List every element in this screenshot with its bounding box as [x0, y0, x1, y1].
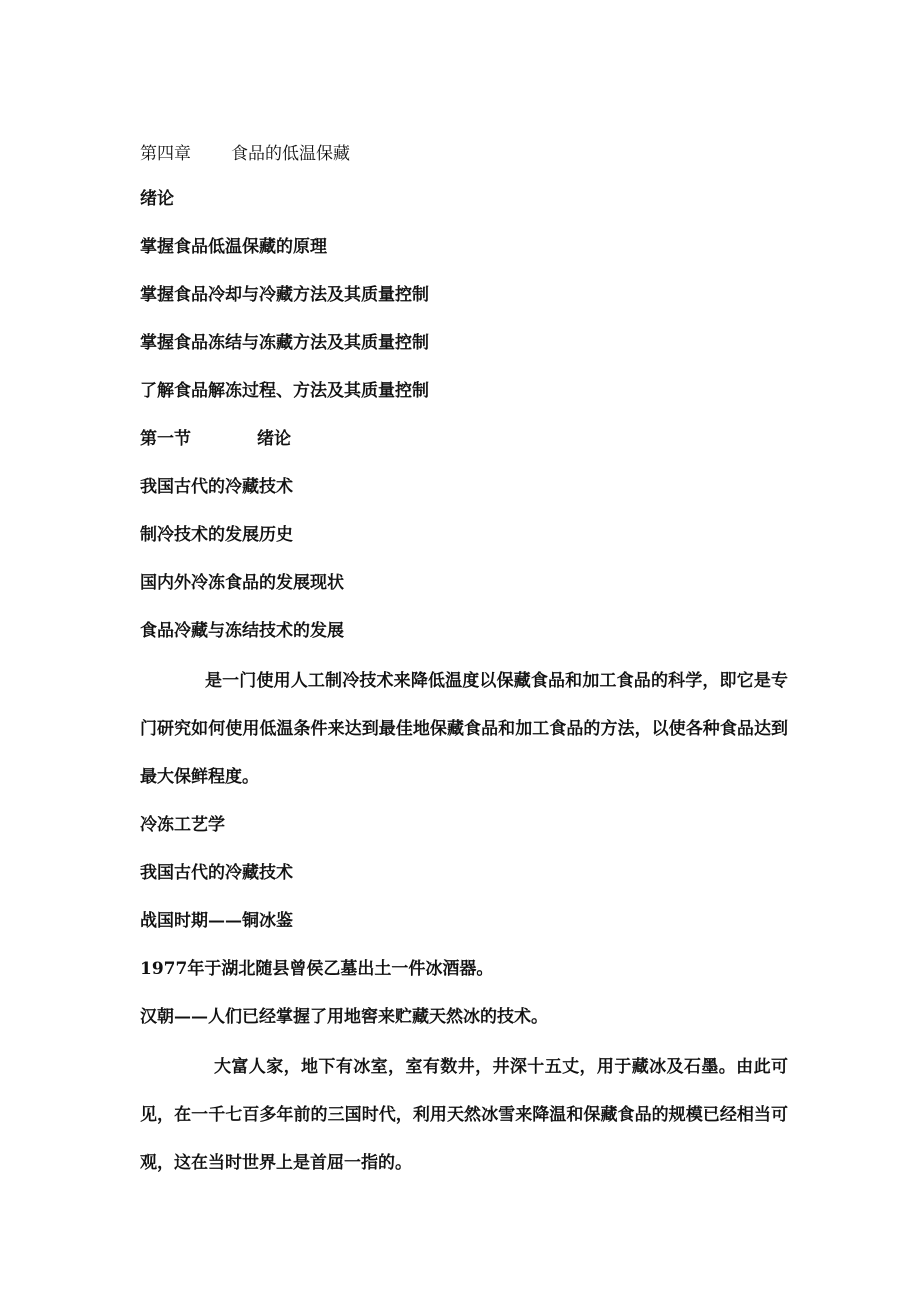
- history-paragraph: 大富人家，地下有冰室，室有数井，井深十五丈，用于藏冰及石墨。由此可见，在一千七百多年前的三国时代，利用天然冰雪来降温和保藏食品的规模已经相当可观，这在当时世界上是首屈一指的。: [140, 1057, 788, 1173]
- section-topic: 国内外冷冻食品的发展现状: [140, 573, 344, 593]
- objectives-heading: 绪论: [140, 189, 174, 209]
- chapter-title: 食品的低温保藏: [231, 144, 350, 164]
- history-line: 汉朝——人们已经掌握了用地窖来贮藏天然冰的技术。: [140, 1007, 548, 1027]
- definition-paragraph: 是一门使用人工制冷技术来降低温度以保藏食品和加工食品的科学，即它是专门研究如何使用低温条件来达到最佳地保藏食品和加工食品的方法，以使各种食品达到最大保鲜程度。: [140, 671, 788, 787]
- objective-item: 掌握食品冷却与冷藏方法及其质量控制: [140, 285, 429, 305]
- objective-item: 掌握食品低温保藏的原理: [140, 237, 327, 257]
- objective-item: 掌握食品冻结与冻藏方法及其质量控制: [140, 333, 429, 353]
- objective-item: 了解食品解冻过程、方法及其质量控制: [140, 381, 429, 401]
- term-label: 冷冻工艺学: [140, 815, 225, 835]
- section-topic: 制冷技术的发展历史: [140, 525, 293, 545]
- chapter-heading: [140, 143, 350, 165]
- section-title: 绪论: [257, 429, 291, 449]
- section-heading: [140, 428, 291, 450]
- section-topic: 食品冷藏与冻结技术的发展: [140, 621, 344, 641]
- history-heading: 我国古代的冷藏技术: [140, 863, 293, 883]
- section-topic: 我国古代的冷藏技术: [140, 477, 293, 497]
- history-line: 1977年于湖北随县曾侯乙墓出土一件冰酒器。: [140, 959, 494, 979]
- section-label: 第一节: [140, 429, 191, 449]
- chapter-label: 第四章: [140, 144, 191, 164]
- history-line: 战国时期——铜冰鉴: [140, 911, 293, 931]
